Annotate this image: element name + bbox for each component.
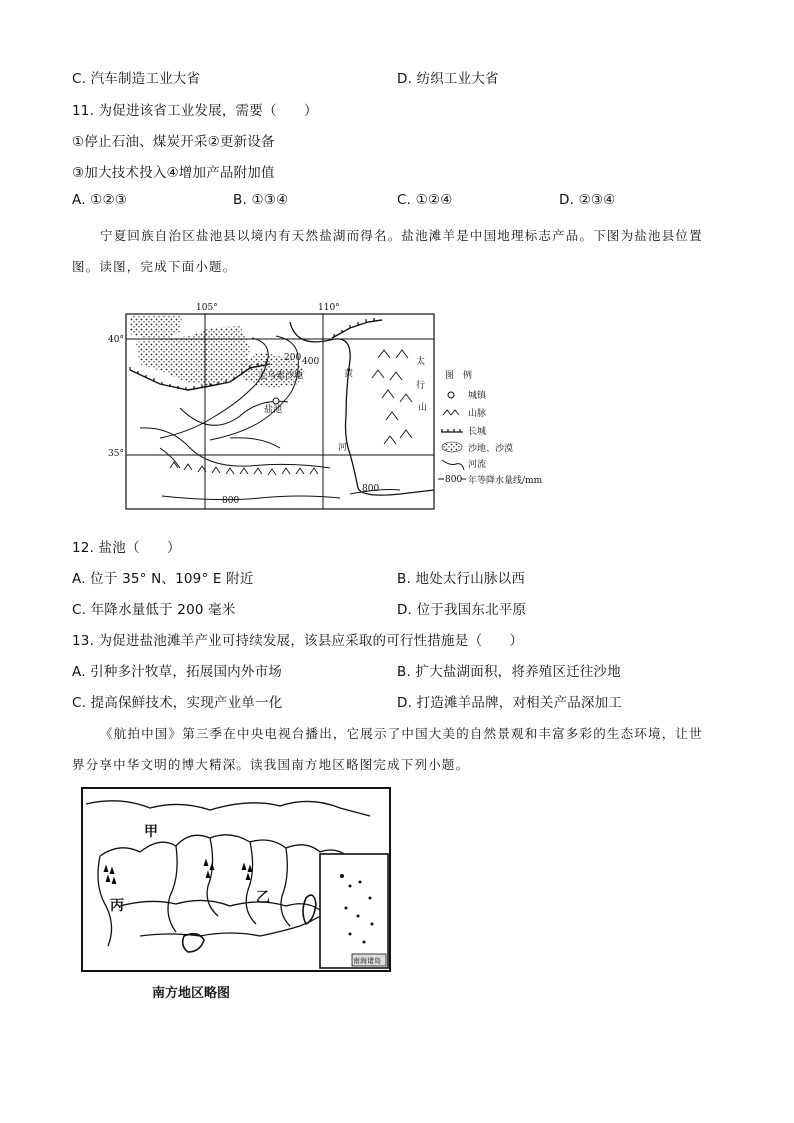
yanchi-label: 盐池 [264, 405, 283, 415]
q10-option-d: D. 纺织工业大省 [397, 71, 499, 87]
q13-option-c: C. 提高保鲜技术，实现产业单一化 [72, 695, 283, 711]
legend-isohyet: 年等降水量线/mm [468, 476, 543, 486]
town-icon [448, 392, 454, 398]
q12-option-c: C. 年降水量低于 200 毫米 [72, 602, 236, 618]
isohyet-800-label-east: 800 [362, 484, 380, 494]
lon-label-105: 105° [196, 303, 218, 313]
q12-option-a: A. 位于 35° N、109° E 附近 [72, 571, 254, 587]
passage2-line2: 界分享中华文明的博大精深。读我国南方地区略图完成下列小题。 [72, 757, 470, 772]
isohyet-400-label: 400 [302, 357, 320, 367]
lat-label-35: 35° [108, 449, 124, 459]
q11-stem: 11. 为促进该省工业发展，需要（ ） [72, 103, 318, 119]
huanghe-label-huang: 黄 [344, 369, 354, 379]
q11-option-d: D. ②③④ [559, 192, 616, 208]
lat-label-40: 40° [108, 335, 124, 345]
q10-option-c: C. 汽车制造工业大省 [72, 71, 201, 87]
great-wall-icon [441, 429, 463, 432]
legend-town: 城镇 [468, 391, 487, 401]
label-yi: 乙 [256, 890, 270, 906]
legend-desert: 沙地、沙漠 [468, 444, 514, 454]
q13-option-d: D. 打造滩羊品牌，对相关产品深加工 [397, 695, 623, 711]
q11-option-c: C. ①②④ [397, 192, 453, 208]
legend-title: 图 例 [445, 371, 473, 381]
q11-choices-line2: ③加大技术投入④增加产品附加值 [72, 165, 275, 181]
isohyet-800-label-west: 800 [222, 496, 240, 506]
maowusu-label: 毛乌素沙地 [258, 371, 304, 381]
passage1-line2: 图。读图，完成下面小题。 [72, 259, 237, 274]
map2-caption: 南方地区略图 [152, 986, 231, 1001]
q11-option-a: A. ①②③ [72, 192, 128, 208]
map-legend [438, 369, 543, 486]
legend-great-wall: 长城 [468, 427, 487, 437]
yanchi-location-map [100, 298, 570, 513]
river-icon [442, 460, 464, 470]
legend-river: 河流 [468, 460, 487, 470]
q12-stem: 12. 盐池（ ） [72, 540, 181, 556]
passage2-line1: 《航拍中国》第三季在中央电视台播出，它展示了中国大美的自然景观和丰富多彩的生态环境，让世 [100, 726, 703, 741]
q13-stem: 13. 为促进盐池滩羊产业可持续发展，该县应采取的可行性措施是（ ） [72, 633, 524, 649]
legend-mountain: 山脉 [468, 409, 487, 419]
label-bing: 丙 [110, 898, 124, 914]
q12-option-d: D. 位于我国东北平原 [397, 602, 527, 618]
desert-icon [442, 442, 462, 452]
q13-option-b: B. 扩大盐湖面积，将养殖区迁往沙地 [397, 664, 621, 680]
mountain-icon [443, 410, 459, 415]
passage1-line1: 宁夏回族自治区盐池县以境内有天然盐湖而得名。盐池滩羊是中国地理标志产品。下图为盐池县位置 [100, 228, 703, 243]
lon-label-110: 110° [318, 303, 340, 313]
huanghe-label-he: 河 [338, 443, 348, 453]
q11-option-b: B. ①③④ [233, 192, 289, 208]
taihang-label-hang: 行 [416, 381, 426, 391]
inset-label: 南海诸岛 [353, 957, 381, 965]
label-jia: 甲 [144, 824, 158, 840]
q11-choices-line1: ①停止石油、煤炭开采②更新设备 [72, 134, 275, 150]
taihang-label-shan: 山 [418, 403, 428, 413]
legend-isohyet-sample: 800 [445, 475, 463, 485]
southern-china-map [80, 786, 395, 976]
q13-option-a: A. 引种多汁牧草，拓展国内外市场 [72, 664, 282, 680]
q12-option-b: B. 地处太行山脉以西 [397, 571, 526, 587]
isohyet-200-label: 200 [284, 353, 302, 363]
taihang-label-tai: 太 [416, 357, 426, 367]
